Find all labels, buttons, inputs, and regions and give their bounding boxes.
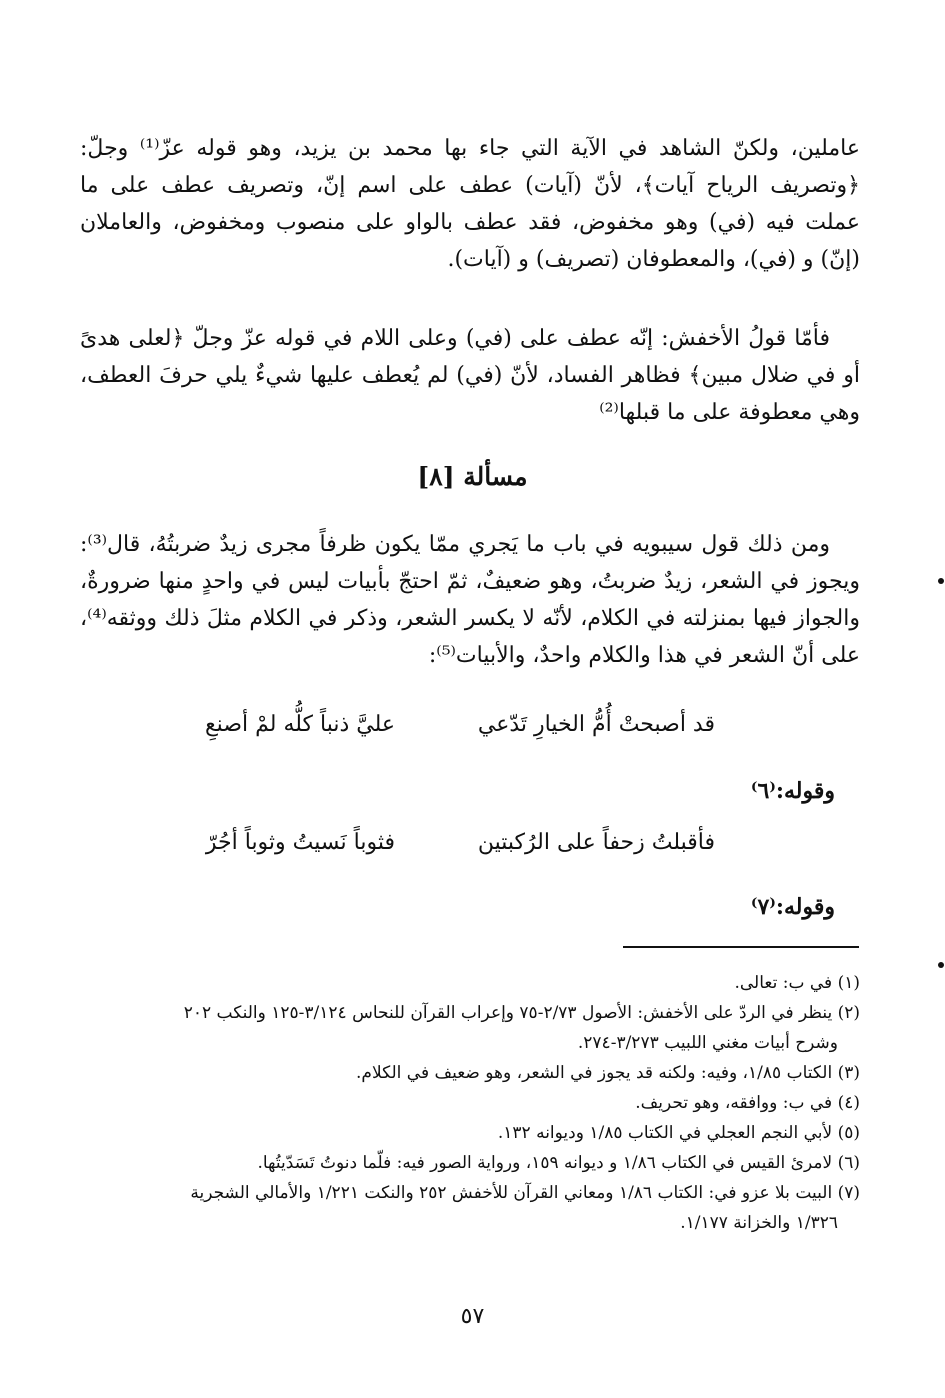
- verse-2: [0, 830, 945, 870]
- section-heading: مسألة [٨]: [417, 462, 528, 491]
- paragraph-3: ومن ذلك قول سيبويه في باب ما يَجري ممّا يكون ظرفاً مجرى زيدٌ ضربتُهُ، قال⁽³⁾: ويجوز في الشعر، زيدٌ ضربتُ، وهو ضعيفٌ، ثمّ احتجّ بأبيات ليس في واحدٍ منها ضرورةٌ، والجواز فيها بمنزلته في الكلام، لأنّه لا يكسر الشعر، وذكر في الكلام مثلَ ذلك ووثقه⁽⁴⁾، على أنّ الشعر في هذا والكلام واحدٌ، والأبيات⁽⁵⁾:: [80, 532, 860, 668]
- paragraph-1: عاملين، ولكنّ الشاهد في الآية التي جاء بها محمد بن يزيد، وهو قوله عزّ⁽¹⁾ وجلّ: ﴿وتصريف الرياح آيات﴾، لأنّ (آيات) عطف على اسم إنّ، وتصريف عطف على ما عملت فيه (في) وهو مخفوض، فقد عطف بالواو على منصوب ومخفوض، والعاملان (إنّ) و (في)، والمعطوفان (تصريف) و (آيات).: [80, 136, 860, 272]
- verse-2-second-hemistich: فثوباً نَسيتُ وثوباً أجُرّ: [205, 830, 395, 855]
- footnotes: [80, 968, 860, 1238]
- main-text-block-3: [80, 526, 860, 674]
- footnote-2-continued: وشرح أبيات مغني اللبيب ٣/٢٧٣-٢٧٤.: [577, 1033, 838, 1053]
- footnote-3: (٣) الكتاب ١/٨٥، وفيه: ولكنه قد يجوز في الشعر، وهو ضعيف في الكلام.: [356, 1063, 860, 1083]
- verse-2-first-hemistich: فأقبلتُ زحفاً على الرُكبتين: [477, 830, 715, 855]
- paragraph-2: فأمّا قولُ الأخفش: إنّه عطف على (في) وعلى اللام في قوله عزّ وجلّ ﴿لعلى هدىً أو في ضلال مبين﴾ فظاهر الفساد، لأنّ (في) لم يُعطف عليها شيءٌ يلي حرفَ العطف، وهي معطوفة على ما قبلها⁽²⁾: [80, 326, 860, 425]
- verse-label-7: وقوله:⁽٧⁾: [750, 894, 835, 920]
- verse-1-first-hemistich: قد أصبحتْ أُمُّ الخيارِ تَدّعي: [477, 712, 715, 737]
- verse-1: [0, 712, 945, 752]
- footnote-1: (١) في ب: تعالى.: [734, 973, 860, 993]
- footnote-divider: [623, 946, 859, 948]
- footnote-5: (٥) لأبي النجم العجلي في الكتاب ١/٨٥ وديوانه ١٣٢.: [497, 1123, 860, 1143]
- verse-1-second-hemistich: عليَّ ذنباً كلُّه لمْ أصنعِ: [204, 712, 395, 737]
- footnote-7: (٧) البيت بلا عزو في: الكتاب ١/٨٦ ومعاني القرآن للأخفش ٢٥٢ والنكت ١/٢٢١ والأمالي الشجرية: [190, 1183, 860, 1203]
- scan-mark-2: [938, 962, 944, 968]
- main-text-block: [80, 130, 860, 278]
- footnote-7-continued: ١/٣٢٦ والخزانة ١/١٧٧.: [680, 1213, 838, 1233]
- page-number: ٥٧: [460, 1304, 485, 1329]
- footnote-2: (٢) ينظر في الردّ على الأخفش: الأصول ٢/٧٣-٧٥ وإعراب القرآن للنحاس ٣/١٢٤-١٢٥ والنكب ٢٠٢: [183, 1003, 860, 1023]
- footnote-6: (٦) لامرئ القيس في الكتاب ١/٨٦ و ديوانه ١٥٩، ورواية الصور فيه: فلّما دنوتُ تَسَدّيتُها.: [257, 1153, 860, 1173]
- verse-label-6: وقوله:⁽٦⁾: [750, 778, 835, 804]
- main-text-block-2: [80, 320, 860, 431]
- scan-mark: [938, 578, 944, 584]
- footnote-4: (٤) في ب: ووافقه، وهو تحريف.: [635, 1093, 860, 1113]
